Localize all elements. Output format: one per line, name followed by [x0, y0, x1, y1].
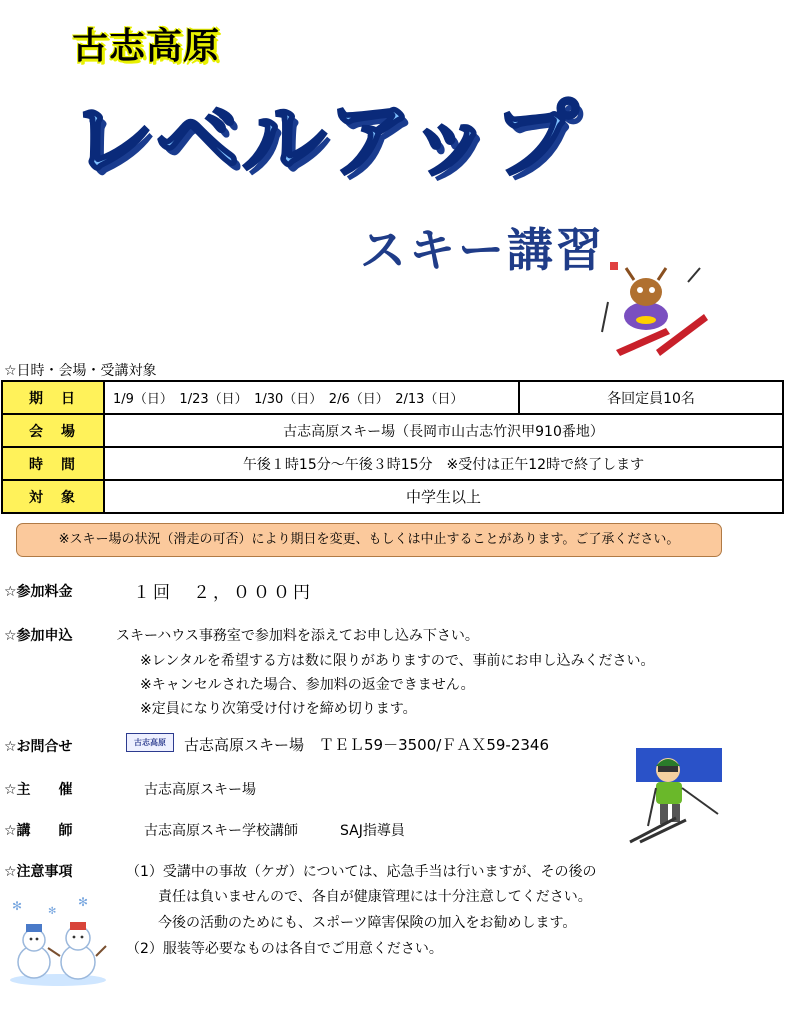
table-row [2, 414, 783, 447]
time-label: 時 間 [2, 447, 104, 480]
application-note: ※レンタルを希望する方は数に限りがありますので、事前にお申し込みください。 [140, 653, 655, 669]
table-row [2, 381, 783, 414]
schedule-table [1, 380, 784, 514]
main-title: レベルアップ [70, 91, 581, 189]
target-value: 中学生以上 [104, 480, 783, 513]
skier-illustration [626, 748, 726, 844]
svg-text:✻: ✻ [12, 899, 23, 913]
time-value: 午後１時15分～午後３時15分 ※受付は正午12時で終了します [104, 447, 783, 480]
application-text: スキーハウス事務室で参加料を添えてお申し込み下さい。 [116, 628, 479, 644]
fee-label: ☆参加料金 [4, 584, 73, 600]
schedule-section-heading: ☆日時・会場・受講対象 [4, 363, 157, 379]
date-value: 1/9（日） 1/23（日） 1/30（日） 2/6（日） 2/13（日） [104, 381, 519, 414]
caution-line: 責任は負いませんので、各自が健康管理には十分注意してください。 [158, 889, 592, 905]
fee-value: １回 ２，０００円 [133, 583, 313, 603]
skier-mascot-illustration [596, 262, 716, 362]
snowmen-illustration [8, 896, 108, 986]
organizer-value: 古志高原スキー場 [144, 782, 256, 798]
venue-value: 古志高原スキー場（長岡市山古志竹沢甲910番地） [104, 414, 783, 447]
venue-title: 古志高原 [72, 26, 221, 67]
cancellation-notice: ※スキー場の状況（滑走の可否）により期日を変更、もしくは中止することがあります。ご了承ください。 [16, 523, 722, 557]
svg-text:✻: ✻ [48, 906, 57, 917]
target-label: 対 象 [2, 480, 104, 513]
date-label: 期 日 [2, 381, 104, 414]
table-row [2, 447, 783, 480]
caution-line: 今後の活動のためにも、スポーツ障害保険の加入をお勧めします。 [158, 915, 577, 931]
svg-text:✻: ✻ [78, 896, 89, 909]
table-row [2, 480, 783, 513]
ski-resort-logo: 古志高原 [126, 733, 174, 752]
instructor-label: ☆講 師 [4, 823, 73, 839]
venue-label: 会 場 [2, 414, 104, 447]
caution-line: （2）服装等必要なものは各自でご用意ください。 [126, 941, 443, 957]
application-note: ※キャンセルされた場合、参加料の返金できません。 [140, 677, 475, 693]
cautions-label: ☆注意事項 [4, 864, 73, 880]
caution-line: （1）受講中の事故（ケガ）については、応急手当は行いますが、その後の [126, 864, 597, 880]
contact-label: ☆お問合せ [4, 739, 73, 755]
sub-title: スキー講習 [360, 223, 605, 277]
instructor-value: 古志高原スキー学校講師 SAJ指導員 [144, 823, 405, 839]
application-note: ※定員になり次第受け付けを締め切ります。 [140, 701, 417, 717]
capacity-value: 各回定員10名 [519, 381, 783, 414]
organizer-label: ☆主 催 [4, 782, 73, 798]
application-label: ☆参加申込 [4, 628, 73, 644]
contact-text: 古志高原スキー場 ＴＥＬ59－3500/ＦＡＸ59-2346 [184, 736, 549, 754]
